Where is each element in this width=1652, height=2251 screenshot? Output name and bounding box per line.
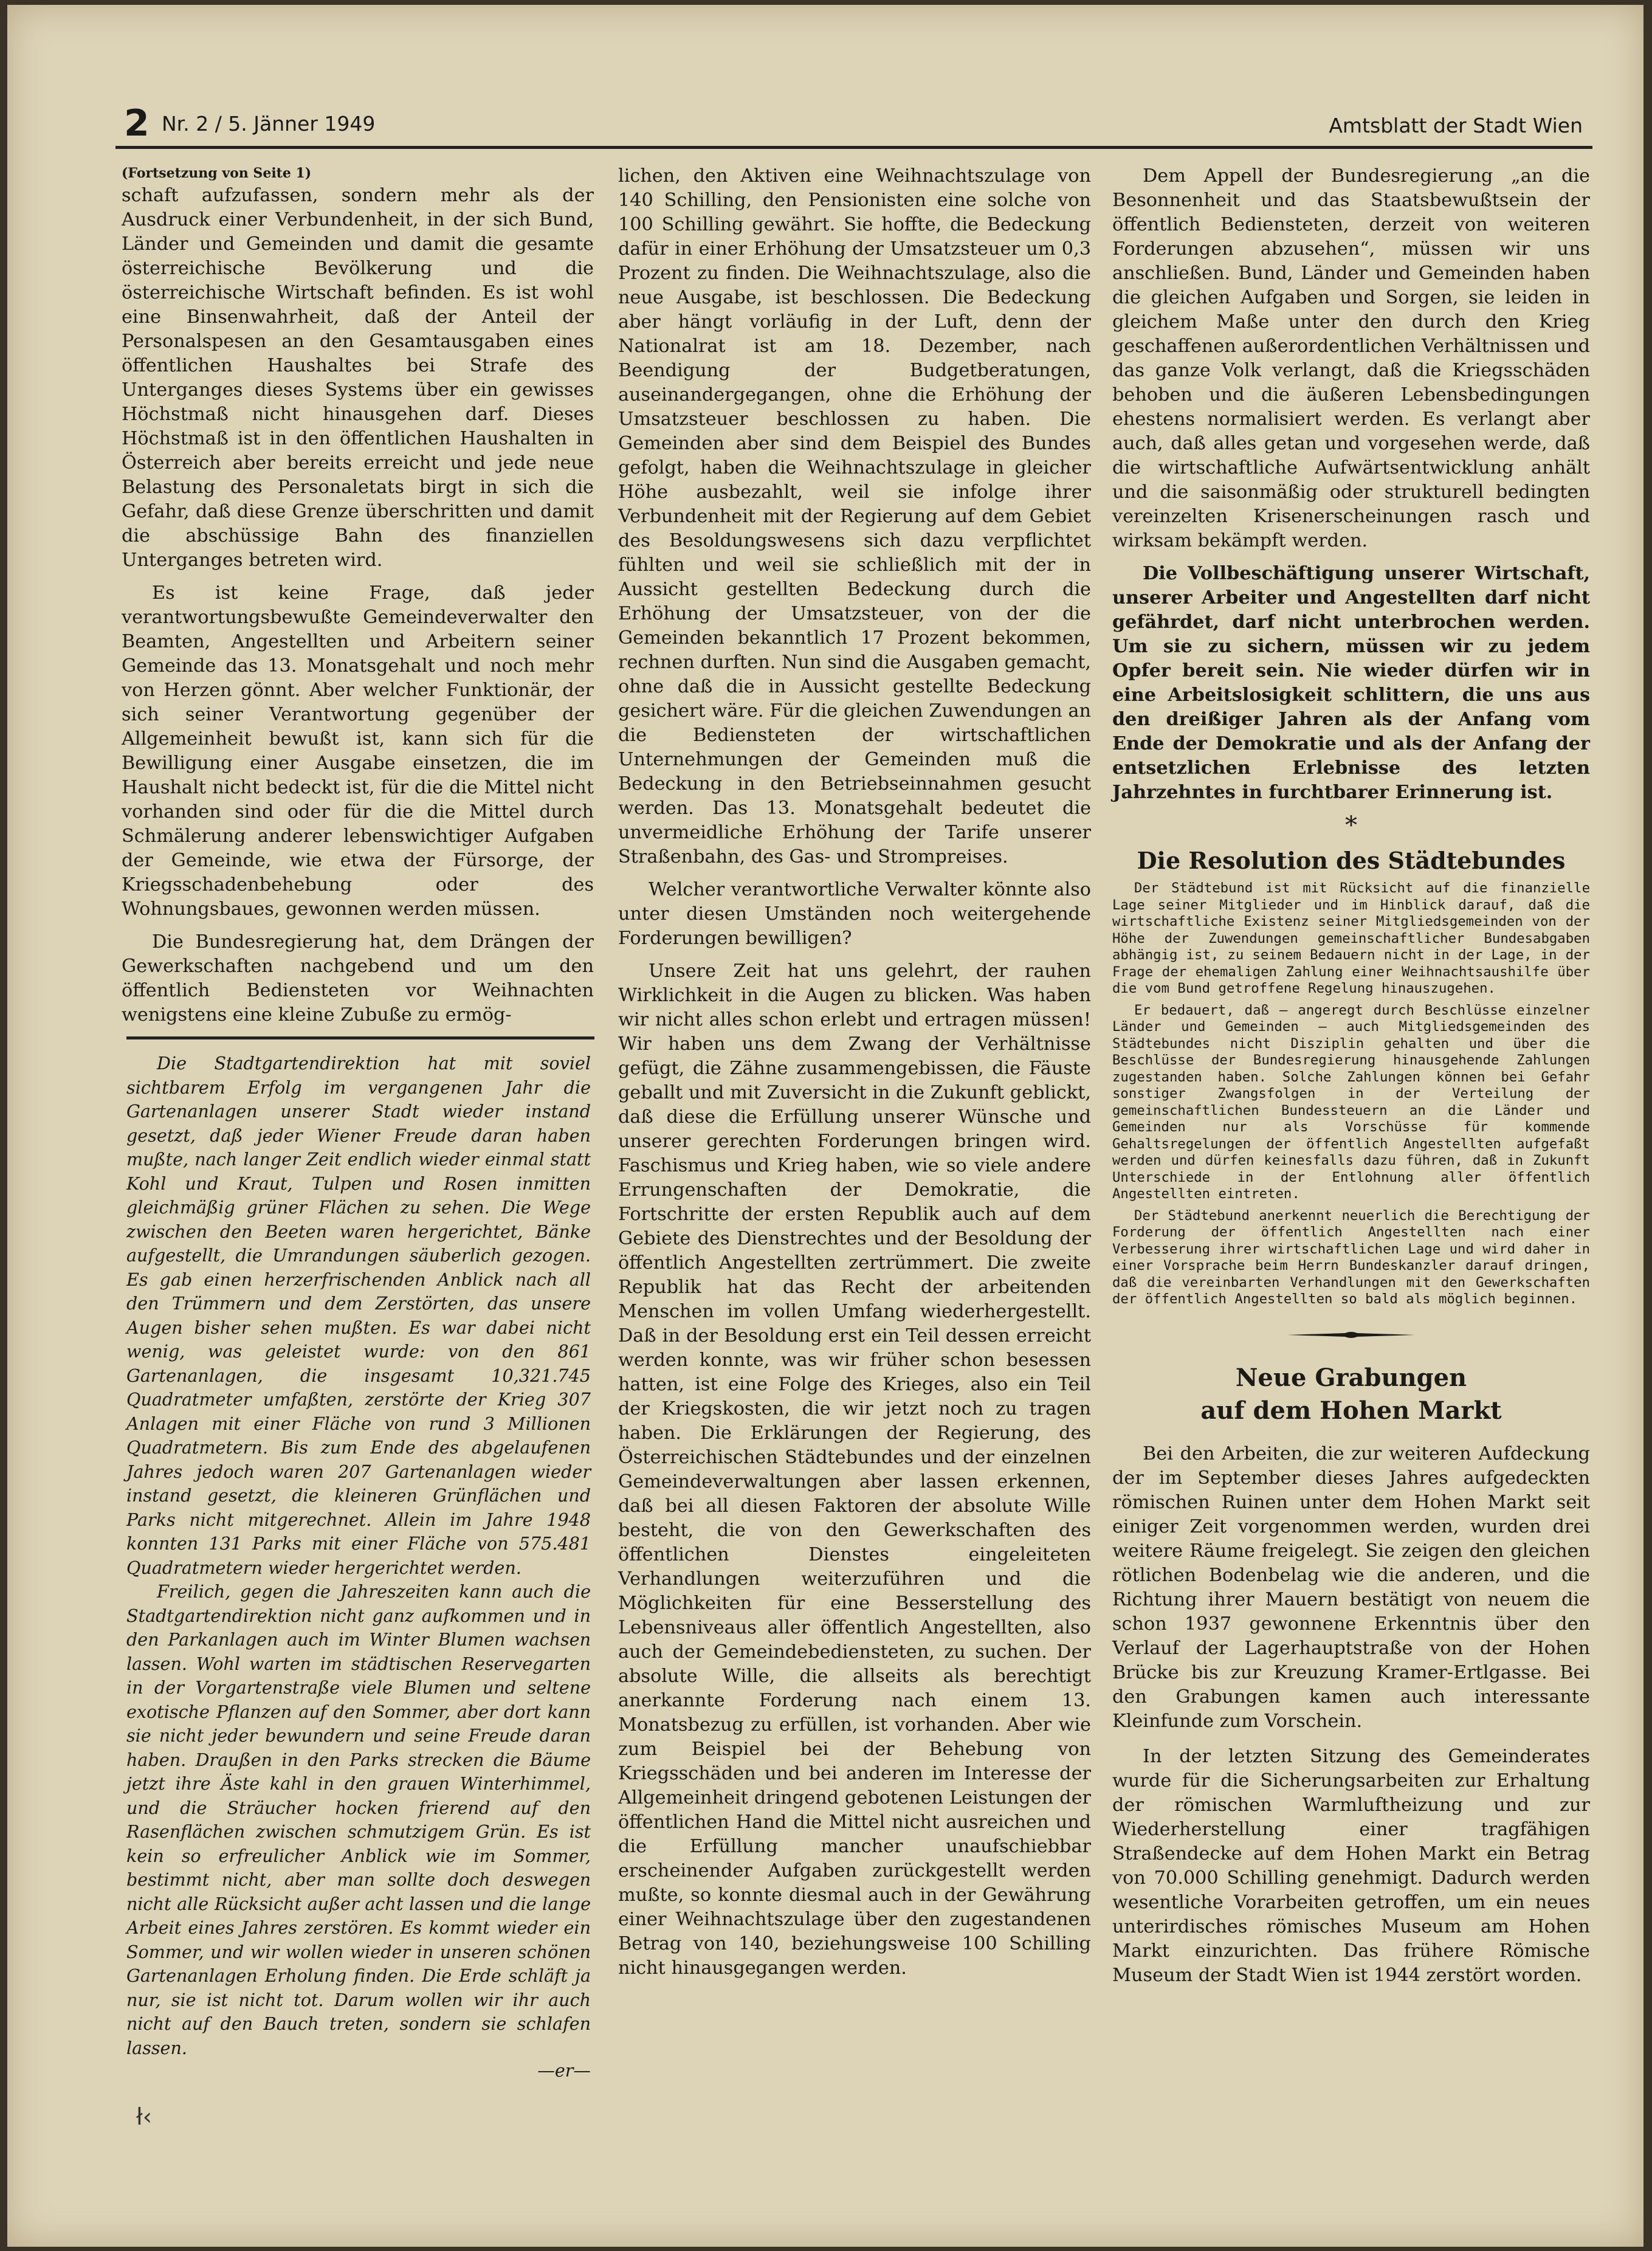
article-paragraph: Welcher verantwortliche Verwalter könnte also unter diesen Umständen noch weitergehende Forderungen bewilligen? [618, 879, 1091, 949]
article-paragraph: Dem Appell der Bundesregierung „an die Besonnenheit und das Staatsbewußtsein der öffentlich Bediensteten, derzeit von weiteren Forderungen abzusehen“, müssen wir uns anschließen. Bund, Länder und Gemeinden haben die gleichen Aufgaben und Sorgen, sie leiden in gleichem Maße unter den durch den Krieg geschaffenen außerordentlichen Verhältnissen und das ganze Volk verlangt, daß die Kriegsschäden behoben und die äußeren Lebensbedingungen ehestens normalisiert werden. Es verlangt aber auch, daß alles getan und vorgesehen werde, daß die wirtschaftliche Aufwärtsentwicklung anhält und die saisonmäßig oder strukturell bedingten vereinzelten Krisenerscheinungen rasch und wirksam bekämpft werden. [1112, 165, 1590, 551]
column-3 [1112, 164, 1590, 1988]
column-divider-rule [126, 1036, 594, 1039]
section-separator: * [1345, 812, 1357, 839]
resolution-text [1112, 880, 1590, 1308]
article-paragraph: schaft aufzufassen, sondern mehr als der Ausdruck einer Verbundenheit, in der sich Bund, Länder und Gemeinden und damit die gesamte österreichische Bevölkerung und die österreichische Wirtschaft befinden. Es ist wohl eine Binsenwahrheit, daß der Anteil der Personalspesen an den Gesamtausgaben eines öffentlichen Haushaltes bei Strafe des Unterganges dieses Systems über ein gewisses Höchstmaß nicht hinausgehen darf. Dieses Höchstmaß ist in den öffentlichen Haushalten in Österreich aber bereits erreicht und jede neue Belastung des Personaletats birgt in sich die Gefahr, daß diese Grenze überschritten und damit die abschüssige Bahn des finanziellen Unterganges betreten wird. [122, 185, 594, 571]
gardens-article [126, 1052, 591, 2083]
publication-title: Amtsblatt der Stadt Wien [1329, 114, 1583, 137]
page-number: 2 [124, 102, 150, 145]
resolution-paragraph: Der Städtebund ist mit Rücksicht auf die finanzielle Lage seiner Mitglieder und im Hinblick darauf, daß die wirtschaftliche Existenz seiner Mitgliedsgemeinden von der Höhe der Zuwendungen gemeinschaftlicher Bundesabgaben abhängig ist, zu seinem Bedauern nicht in der Lage, in der Frage der ehemaligen Zahlung einer Weihnachtsaushilfe über die vom Bund getroffene Regelung hinauszugehen. [1112, 880, 1590, 996]
article-paragraph: Es ist keine Frage, daß jeder verantwortungsbewußte Gemeindeverwalter den Beamten, Angestellten und Arbeitern seiner Gemeinde das 13. Monatsgehalt und noch mehr von Herzen gönnt. Aber welcher Funktionär, der sich seiner Verantwortung gegenüber der Allgemeinheit bewußt ist, kann sich für die Bewilligung einer Ausgabe einsetzen, die im Haushalt nicht bedeckt ist, für die die Mittel nicht vorhanden sind oder für die die Mittel durch Schmälerung anderer lebenswichtiger Aufgaben der Gemeinde, wie etwa der Fürsorge, der Kriegsschadenbehebung oder des Wohnungsbaues, gewonnen werden müssen. [122, 582, 594, 920]
resolution-heading: Die Resolution des Städtebundes [1137, 847, 1566, 874]
resolution-paragraph: Er bedauert, daß — angeregt durch Beschlüsse einzelner Länder und Gemeinden — auch Mitgliedsgemeinden des Städtebundes nicht Disziplin gehalten und über die Beschlüsse der Bundesregierung hinausgehende Zahlungen zugestanden haben. Solche Zahlungen können bei Gefahr sonstiger Zwangsfolgen in der Verteilung der gemeinschaftlichen Bundessteuern an die Länder und Gemeinden nur als Vorschüsse für kommende Gehaltsregelungen der öffentlich Angestellten aufgefaßt werden und dürfen keinesfalls dazu führen, daß in Zukunft Unterschiede in der Entlohnung aller öffentlich Angestellten eintreten. [1112, 1002, 1590, 1202]
header-rule [115, 146, 1592, 149]
issue-info: Nr. 2 / 5. Jänner 1949 [162, 112, 376, 136]
newspaper-page [7, 5, 1643, 2247]
continuation-note: (Fortsetzung von Seite 1) [122, 165, 312, 181]
column-1 [122, 164, 594, 1027]
emphasis-paragraph: Die Vollbeschäftigung unserer Wirtschaft, unserer Arbeiter und Angestellten darf nicht gefährdet, darf nicht unterbrochen werden. Um sie zu sichern, müssen wir zu jedem Opfer bereit sein. Nie wieder dürfen wir in eine Arbeitslosigkeit schlittern, die uns aus den dreißiger Jahren als der Anfang vom Ende der Demokratie und als der Anfang der entsetzlichen Erlebnisse des letzten Jahrzehntes in furchtbarer Erinnerung ist. [1112, 563, 1590, 803]
page-header [115, 102, 1592, 145]
folio-mark: ł‹ [136, 2103, 152, 2130]
author-signature: —er— [537, 2060, 591, 2081]
article-paragraph: lichen, den Aktiven eine Weihnachtszulage von 140 Schilling, den Pensionisten eine solche von 100 Schilling gewährt. Sie hoffte, die Bedeckung dafür in einer Erhöhung der Umsatzsteuer um 0,3 Prozent zu finden. Die Weihnachtszulage, also die neue Ausgabe, ist beschlossen. Die Bedeckung aber hängt vorläufig in der Luft, denn der Nationalrat ist am 18. Dezember, nach Beendigung der Budgetberatungen, auseinandergegangen, ohne die Erhöhung der Umsatzsteuer beschlossen zu haben. Die Gemeinden aber sind dem Beispiel des Bundes gefolgt, haben die Weihnachtszulage in gleicher Höhe ausbezahlt, weil sie infolge ihrer Verbundenheit mit der Regierung auf dem Gebiet des Besoldungswesens sich dazu verpflichtet fühlten und weil sie schließlich mit der in Aussicht gestellten Bedeckung durch die Erhöhung der Umsatzsteuer, von der die Gemeinden bekanntlich 17 Prozent bekommen, rechnen durften. Nun sind die Ausgaben gemacht, ohne daß die in Aussicht gestellte Bedeckung gesichert wäre. Für die gleichen Zuwendungen an die Bediensteten der wirtschaftlichen Unternehmungen der Gemeinden muß die Bedeckung in den Betriebseinnahmen gesucht werden. Das 13. Monatsgehalt bedeutet die unvermeidliche Erhöhung der Tarife unserer Straßenbahn, des Gas- und Strompreises. [618, 165, 1091, 867]
article-paragraph: Die Bundesregierung hat, dem Drängen der Gewerkschaften nachgebend und um den öffentlich Bediensteten vor Weihnachten wenigstens eine kleine Zubuße zu ermög- [122, 931, 594, 1026]
gardens-paragraph: Freilich, gegen die Jahreszeiten kann auch die Stadtgartendirektion nicht ganz aufkommen und in den Parkanlagen auch im Winter Blumen wachsen lassen. Wohl warten im städtischen Reservegarten in der Vorgartenstraße viele Blumen und seltene exotische Pflanzen auf den Sommer, aber dort kann sie nicht jeder bewundern und seine Freude daran haben. Draußen in den Parks strecken die Bäume jetzt ihre Äste kahl in den grauen Winterhimmel, und die Sträucher hocken frierend auf den Rasenflächen zwischen schmutzigem Grün. Es ist kein so erfreulicher Anblick wie im Sommer, bestimmt nicht, aber man sollte doch deswegen nicht alle Rücksicht außer acht lassen und die lange Arbeit eines Jahres zerstören. Es kommt wieder ein Sommer, und wir wollen wieder in unseren schönen Gartenanlagen Erholung finden. Die Erde schläft ja nur, sie ist nicht tot. Darum wollen wir ihr auch nicht auf den Bauch treten, sondern sie schlafen lassen. [126, 1581, 591, 2058]
ornament-divider [1287, 1330, 1415, 1340]
grabungen-heading-line-2: auf dem Hohen Markt [1200, 1396, 1502, 1425]
resolution-paragraph: Der Städtebund anerkennt neuerlich die Berechtigung der Forderung der öffentlich Angestellten nach einer Verbesserung ihrer wirtschaftlichen Lage und wird daher in einer Vorsprache beim Herrn Bundeskanzler darauf dringen, daß die vereinbarten Verhandlungen mit den Gewerkschaften der öffentlich Angestellten so bald als möglich beginnen. [1112, 1207, 1590, 1307]
grabungen-heading [1112, 1362, 1590, 1427]
column-2 [618, 164, 1091, 1980]
gardens-paragraph: Die Stadtgartendirektion hat mit soviel sichtbarem Erfolg im vergangenen Jahr die Gartenanlagen unserer Stadt wieder instand gesetzt, daß jeder Wiener Freude daran haben mußte, nach langer Zeit endlich wieder einmal statt Kohl und Kraut, Tulpen und Rosen inmitten gleichmäßig grüner Flächen zu sehen. Die Wege zwischen den Beeten waren hergerichtet, Bänke aufgestellt, die Umrandungen säuberlich gezogen. Es gab einen herzerfrischenden Anblick nach all den Trümmern und dem Zerstörten, das unsere Augen bisher sehen mußten. Es war dabei nicht wenig, was geleistet wurde: von den 861 Gartenanlagen, die insgesamt 10,321.745 Quadratmeter umfaßten, zerstörte der Krieg 307 Anlagen mit einer Fläche von rund 3 Millionen Quadratmetern. Bis zum Ende des abgelaufenen Jahres jedoch waren 207 Gartenanlagen wieder instand gesetzt, die kleineren Grünflächen und Parks nicht mitgerechnet. Allein im Jahre 1948 konnten 131 Parks mit einer Fläche von 575.481 Quadratmetern wieder hergerichtet werden. [126, 1053, 591, 1578]
grabungen-heading-line-1: Neue Grabungen [1235, 1363, 1467, 1392]
grabungen-paragraph: In der letzten Sitzung des Gemeinderates wurde für die Sicherungsarbeiten zur Erhaltung der römischen Warmluftheizung und zur Wiederherstellung einer tragfähigen Straßendecke auf dem Hohen Markt ein Betrag von 70.000 Schilling genehmigt. Dadurch werden wesentliche Vorarbeiten getroffen, um ein neues unterirdisches römisches Museum am Hohen Markt einzurichten. Das frühere Römische Museum der Stadt Wien ist 1944 zerstört worden. [1112, 1745, 1590, 1986]
grabungen-article [1112, 1442, 1590, 1988]
article-paragraph: Unsere Zeit hat uns gelehrt, der rauhen Wirklichkeit in die Augen zu blicken. Was haben wir nicht alles schon erlebt und ertragen müssen! Wir haben uns dem Zwang der Verhältnisse gefügt, die Zähne zusammengebissen, die Fäuste geballt und mit Zuversicht in die Zukunft geblickt, daß diese die Erfüllung unserer Wünsche und unserer gerechten Forderungen bringen wird. Faschismus und Krieg haben, wie so viele andere Errungenschaften der Demokratie, die Fortschritte der ersten Republik auch auf dem Gebiete des Dienstrechtes und der Besoldung der öffentlich Angestellten zertrümmert. Die zweite Republik hat das Recht der arbeitenden Menschen im vollen Umfang wiederhergestellt. Daß in der Besoldung erst ein Teil dessen erreicht werden konnte, was wir früher schon besessen hatten, ist eine Folge des Krieges, also ein Teil der Kriegskosten, die wir jetzt noch zu tragen haben. Die Erklärungen der Regierung, des Österreichischen Städtebundes und der einzelnen Gemeindeverwaltungen aber lassen erkennen, daß bei all diesen Faktoren der absolute Wille besteht, die von den Gewerkschaften des öffentlichen Dienstes eingeleiteten Verhandlungen weiterzuführen und die Möglichkeiten für eine Besserstellung des Lebensniveaus aller öffentlich Angestellten, also auch der Gemeindebediensteten, zu suchen. Der absolute Wille, die allseits als berechtigt anerkannte Forderung nach einem 13. Monatsbezug zu erfüllen, ist vorhanden. Aber wie zum Beispiel bei der Behebung von Kriegsschäden und bei anderen im Interesse der Allgemeinheit dringend gebotenen Leistungen der öffentlichen Hand die Mittel nicht ausreichen und die Erfüllung mancher unaufschiebbar erscheinender Aufgaben zurückgestellt werden mußte, so konnte diesmal auch in der Gewährung einer Weihnachtszulage über den zugestandenen Betrag von 140, beziehungsweise 100 Schilling nicht hinausgegangen werden. [618, 960, 1091, 1979]
grabungen-paragraph: Bei den Arbeiten, die zur weiteren Aufdeckung der im September dieses Jahres aufgedeckten römischen Ruinen unter dem Hohen Markt seit einiger Zeit vorgenommen werden, wurden drei weitere Räume freigelegt. Sie zeigen den gleichen rötlichen Bodenbelag wie die anderen, und die Richtung ihrer Mauern bestätigt von neuem die schon 1937 gewonnene Erkenntnis über den Verlauf der Lagerhauptstraße von der Hohen Brücke bis zur Kreuzung Kramer-Ertlgasse. Bei den Grabungen kamen auch interessante Kleinfunde zum Vorschein. [1112, 1443, 1590, 1732]
